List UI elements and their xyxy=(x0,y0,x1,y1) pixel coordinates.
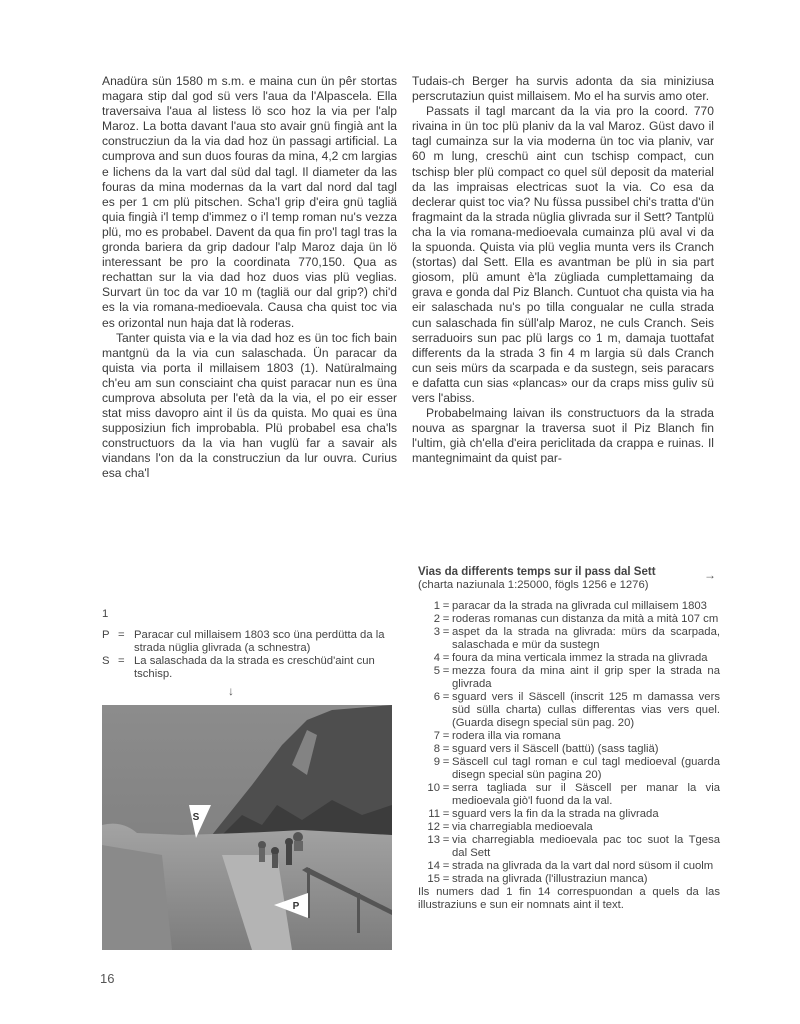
map-legend xyxy=(418,566,720,912)
legend-item xyxy=(418,626,720,652)
legend-equals: = xyxy=(442,860,450,872)
legend-equals: = xyxy=(442,834,450,846)
caption-key: S xyxy=(102,655,110,667)
paragraph: Anadüra sün 1580 m s.m. e maina cun ün pêr stortas magara stip dal god sü vers l'aua da l'Alpascela. Ella traversaiva l'aua al listess lö sco hoz la via per l'alp Maroz. La botta davant l'aua sto avair gnü fingià ant la construcziun da la via dad hoz ün passagi artificial. La cumprova and sun duos fouras da mina, 4,2 cm largias e lichens da la vart dal süd dal tagl. Il diameter da las fouras da mina modernas da la vart dal nord dal tagl es per 1 cm plü pitschen. Scha'l grip d'eira gnü tagliä quia fingià i'l temp d'immez o i'l temp roman nu's vezza plü, mo es probabel. Davent da qua fin pro'l tagl tras la gronda bariera da grip dadour l'alp Maroz daja ün lö interessant be pro la coordinata 770,150. Qua as rechattan sur la via dad hoz duos vias plü veglias. Survart ün toc da var 10 m (tagliä our dal grip?) chi'd es la via romana-medioevala. Causa cha quist toc via es orizontal nun haja dat là roderas. xyxy=(102,74,397,330)
legend-equals: = xyxy=(442,691,450,703)
legend-item xyxy=(418,600,720,613)
legend-number: 15 xyxy=(427,873,440,885)
body-text-right-column xyxy=(412,74,714,466)
caption-text: La salaschada da la strada es creschüd'aint cun tschisp. xyxy=(134,655,375,680)
legend-text: aspet da la strada na glivrada: mürs da scarpada, salaschada e mür da sustegn xyxy=(452,626,720,651)
legend-text: paracar da la strada na glivrada cul millaisem 1803 xyxy=(452,600,707,612)
legend-number: 10 xyxy=(427,782,440,794)
body-text-left-column xyxy=(102,74,397,482)
legend-number: 2 xyxy=(433,613,440,625)
legend-number: 8 xyxy=(433,743,440,755)
legend-equals: = xyxy=(442,821,450,833)
legend-text: via charregiabla medioevala pac toc suot la Tgesa dal Sett xyxy=(452,834,720,859)
legend-number: 9 xyxy=(433,756,440,768)
legend-text: mezza foura da mina aint il grip sper la strada na glivrada xyxy=(452,665,720,690)
legend-subtitle: (charta naziunala 1:25000, fögls 1256 e 1276) xyxy=(418,579,649,591)
legend-equals: = xyxy=(442,873,450,885)
legend-item xyxy=(418,821,720,834)
right-arrow-icon: → xyxy=(704,568,716,582)
legend-item xyxy=(418,613,720,626)
caption-key: P xyxy=(102,629,110,641)
photo-mountain-road xyxy=(102,705,392,950)
legend-number: 13 xyxy=(427,834,440,846)
caption-equals: = xyxy=(118,629,125,641)
paragraph: Passats il tagl marcant da la via pro la coord. 770 rivaina in ün toc plü planiv da la val Maroz. Güst davo il tagl cumainza sur la via moderna ün toc via planiv, var 60 m lung, creschü aint cun tschisp compact, cun tschisp bler plü compact co quel sül deposit da material da las impraisas electricas suot la via. Co esa da declerar quist toc via? Nu füssa pussibel chi's tratta d'ün fragmaint da la strada nüglia glivrada sur il Sett? Tantplü cha la via romana-medioevala cumainza plü aval vi da la spuonda. Quista via plü veglia munta vers ils Cranch (stortas) dal Sett. Ella es avantman be plü in sia part giosom, plü amunt è'la zügliada cumplettamaing da grava e gonda dal Piz Blanch. Cuntuot cha quista via ha eir salaschada nu's po tilla congualar ne culla strada cun salaschada fin süll'alp Maroz, ne culs Cranch. Seis serraduoirs sun pac plü largs co 1 m, damaja tuottafat differents da la strada 3 fin 4 m largia sü dals Cranch cun seis mürs da scarpada e da sustegn, seis paracars e dafatta cun sias «plancas» our da craps miss guliv sü vers l'abiss. xyxy=(412,104,714,405)
legend-equals: = xyxy=(442,743,450,755)
legend-item xyxy=(418,743,720,756)
legend-number: 5 xyxy=(433,665,440,677)
legend-number: 1 xyxy=(433,600,440,612)
legend-item xyxy=(418,665,720,691)
legend-text: strada na glivrada (l'illustraziun manca) xyxy=(452,873,648,885)
legend-item xyxy=(418,782,720,808)
svg-text:S: S xyxy=(192,812,200,823)
paragraph: Probabelmaing laivan ils constructuors da la strada nouva as spargnar la traversa suot il Piz Blanch fin l'ultim, già ch'ella d'eira periclitada da crappa e ruinas. Il mantegnimaint da quist par- xyxy=(412,406,714,466)
legend-number: 6 xyxy=(433,691,440,703)
figure-number: 1 xyxy=(102,608,109,620)
legend-item xyxy=(418,860,720,873)
legend-number: 7 xyxy=(433,730,440,742)
paragraph: Tudais-ch Berger ha survis adonta da sia miniziusa perscrutaziun quist millaisem. Mo el ha survis amo oter. xyxy=(412,74,714,104)
legend-title: Vias da differents temps sur il pass dal Sett xyxy=(418,566,656,578)
legend-text: serra tagliada sur il Säscell per manar la via medioevala giò'l fuond da la val. xyxy=(452,782,720,807)
legend-list xyxy=(418,600,720,886)
legend-item xyxy=(418,756,720,782)
legend-item xyxy=(418,834,720,860)
page-number: 16 xyxy=(100,971,115,986)
legend-equals: = xyxy=(442,808,450,820)
legend-equals: = xyxy=(442,730,450,742)
legend-item xyxy=(418,873,720,886)
legend-equals: = xyxy=(442,756,450,768)
legend-text: sguard vers il Säscell (battü) (sass tagliä) xyxy=(452,743,659,755)
legend-equals: = xyxy=(442,613,450,625)
legend-equals: = xyxy=(442,626,450,638)
legend-text: foura da mina verticala immez la strada na glivrada xyxy=(452,652,708,664)
legend-number: 12 xyxy=(427,821,440,833)
figure-caption xyxy=(102,608,402,681)
legend-item xyxy=(418,730,720,743)
legend-equals: = xyxy=(442,665,450,677)
legend-text: roderas romanas cun distanza da mità a mità 107 cm xyxy=(452,613,719,625)
caption-item xyxy=(102,655,402,681)
svg-text:P: P xyxy=(292,901,300,912)
photo-illustration xyxy=(102,705,392,950)
legend-note: Ils numers dad 1 fin 14 correspuondan a quels da las illustraziuns e sun eir nomnats aint il text. xyxy=(418,886,720,911)
legend-item xyxy=(418,808,720,821)
legend-item xyxy=(418,691,720,730)
legend-text: rodera illa via romana xyxy=(452,730,561,742)
legend-item xyxy=(418,652,720,665)
legend-number: 14 xyxy=(427,860,440,872)
legend-number: 4 xyxy=(433,652,440,664)
legend-number: 11 xyxy=(428,808,440,820)
caption-text: Paracar cul millaisem 1803 sco üna perdütta da la strada nüglia glivrada (a schnestra) xyxy=(134,629,385,654)
caption-equals: = xyxy=(118,655,125,667)
down-arrow-icon: ↓ xyxy=(228,684,234,698)
legend-text: via charregiabla medioevala xyxy=(452,821,593,833)
legend-equals: = xyxy=(442,600,450,612)
legend-text: Säscell cul tagl roman e cul tagl medioeval (guarda disegn special sün pagina 20) xyxy=(452,756,720,781)
legend-text: strada na glivrada da la vart dal nord süsom il cuolm xyxy=(452,860,714,872)
legend-number: 3 xyxy=(433,626,440,638)
legend-equals: = xyxy=(442,652,450,664)
legend-text: sguard vers il Säscell (inscrit 125 m damassa vers süd sülla charta) cullas differentas vias vers quel. (Guarda disegn special sün pag. 20) xyxy=(452,691,720,729)
caption-item xyxy=(102,629,402,655)
legend-equals: = xyxy=(442,782,450,794)
paragraph: Tanter quista via e la via dad hoz es ün toc fich bain mantgnü da la via cun salaschada. Ün paracar da quista via porta il millaisem 1803 (1). Natüralmaing ch'eu am sun consciaint cha quist paracar nun es üna cumprova absoluta per l'età da la via, el po eir esser stat miss davopro aint il üs da quista. Mo quai es üna supposiziun fich improbabla. Plü probabel esa cha'ls constructuors da la via han vuglü far a savair als viandans l'on da la construcziun da lur ouvra. Curius esa cha'l xyxy=(102,330,397,481)
legend-text: sguard vers la fin da la strada na glivrada xyxy=(452,808,659,820)
